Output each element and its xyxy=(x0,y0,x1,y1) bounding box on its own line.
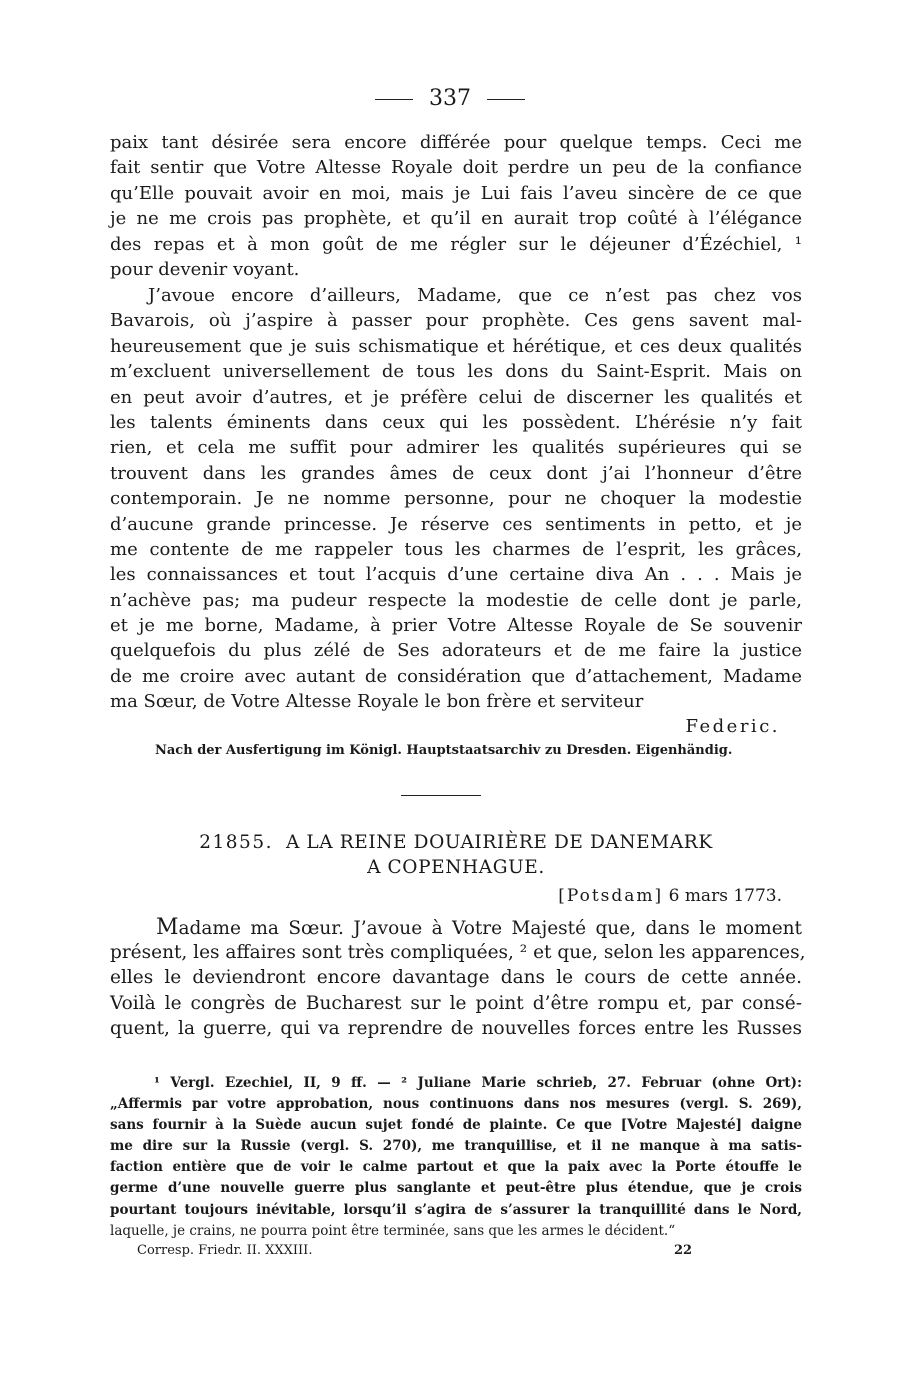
footer-corresp: Corresp. Friedr. II. XXXIII. xyxy=(137,1243,313,1258)
letter-title-line-2: A COPENHAGUE. xyxy=(367,857,545,878)
text-line: Bavarois, où j’aspire à passer pour prophète. Ces gens savent mal- xyxy=(110,310,802,332)
text-line: m’excluent universellement de tous les dons du Saint-Esprit. Mais on xyxy=(110,361,802,383)
footnote-line: „Affermis par votre approbation, nous continuons dans nos mesures (vergl. S. 269), xyxy=(110,1096,802,1113)
text-line: d’aucune grande princesse. Je réserve ces sentiments in petto, et je xyxy=(110,513,802,535)
text-line: rien, et cela me suffit pour admirer les qualités supérieures qui se xyxy=(110,437,802,459)
text-line: je ne me crois pas prophète, et qu’il en aurait trop coûté à l’élégance xyxy=(110,208,802,230)
letter-heading xyxy=(110,830,802,880)
text-line: les talents éminents dans ceux qui les possèdent. L’hérésie n’y fait xyxy=(110,411,802,433)
text-line: trouvent dans les grandes âmes de ceux dont j’ai l’honneur d’être xyxy=(110,462,802,484)
text-line: paix tant désirée sera encore différée pour quelque temps. Ceci me xyxy=(110,132,802,153)
letter-recipient: A LA REINE DOUAIRIÈRE DE DANEMARK xyxy=(285,832,713,853)
letter-date-place: [Potsdam] xyxy=(558,886,664,906)
signature: Federic. xyxy=(685,716,780,737)
header-rule-left xyxy=(375,99,413,100)
text-line: ma Sœur, de Votre Altesse Royale le bon frère et serviteur xyxy=(110,691,644,713)
text-line: heureusement que je suis schismatique et hérétique, et ces deux qualités xyxy=(110,335,802,357)
section-divider xyxy=(401,795,481,796)
letter-body-line: présent, les affaires sont très compliquées, ² et que, selon les apparences, xyxy=(110,942,806,964)
footnote-line: laquelle, je crains, ne pourra point être terminée, sans que les armes le décident.“ xyxy=(110,1222,676,1239)
letter-date xyxy=(110,886,782,906)
footnote-line: germe d’une nouvelle guerre plus sanglante et peut-être plus étendue, que je crois xyxy=(110,1180,802,1197)
text-line: fait sentir que Votre Altesse Royale doit perdre un peu de la confiance xyxy=(110,157,802,179)
letter-body xyxy=(110,915,806,1041)
text-line: des repas et à mon goût de me régler sur le déjeuner d’Ézéchiel, ¹ xyxy=(110,233,802,255)
text-line: quelquefois du plus zélé de Ses adorateurs et de me faire la justice xyxy=(110,640,802,662)
footnote-line: faction entière que de voir le calme partout et que la paix avec la Porte étouffe le xyxy=(110,1159,802,1176)
page-number: 337 xyxy=(429,86,471,111)
letter-continuation-paragraph-2 xyxy=(110,283,802,715)
footer-sheet-number: 22 xyxy=(674,1243,693,1258)
letter-body-line: Voilà le congrès de Bucharest sur le point d’être rompu et, par consé- xyxy=(110,992,802,1014)
text-line: et je me borne, Madame, à prier Votre Altesse Royale de Se souvenir xyxy=(110,615,802,637)
text-line: de me croire avec autant de considération que d’attachement, Madame xyxy=(110,665,802,687)
text-line: qu’Elle pouvait avoir en moi, mais je Lui fais l’aveu sincère de ce que xyxy=(110,182,802,204)
footnote-line: sans fournir à la Suède aucun sujet fondé de plainte. Ce que [Votre Majesté] daigne xyxy=(110,1117,802,1134)
footnote-line: me dire sur la Russie (vergl. S. 270), me tranquillise, et il ne manque à ma satis- xyxy=(110,1138,802,1155)
letter-number: 21855. xyxy=(199,832,273,853)
footnote-line: ¹ Vergl. Ezechiel, II, 9 ff. — ² Juliane Marie schrieb, 27. Februar (ohne Ort): xyxy=(154,1075,802,1091)
footnote-line: pourtant toujours inévitable, lorsqu’il s’agira de s’assurer la tranquillité dans le Nord, xyxy=(110,1201,802,1218)
letter-continuation-paragraph-1 xyxy=(110,130,802,282)
salutation-initial: M xyxy=(156,915,179,940)
text-line: les connaissances et tout l’acquis d’une certaine diva An . . . Mais je xyxy=(110,564,802,586)
salutation-text: adame ma Sœur. J’avoue à Votre Majesté que, dans le moment xyxy=(178,918,802,939)
letter-body-line: elles le deviendront encore davantage dans le cours de cette année. xyxy=(110,967,802,989)
text-line: J’avoue encore d’ailleurs, Madame, que ce n’est pas chez vos xyxy=(148,285,802,306)
letter-title-line-1 xyxy=(110,830,802,855)
footnotes xyxy=(110,1073,802,1242)
text-line: pour devenir voyant. xyxy=(110,258,300,280)
text-line: contemporain. Je ne nomme personne, pour ne choquer la modestie xyxy=(110,488,802,510)
text-line: me contente de me rappeler tous les charmes de l’esprit, les grâces, xyxy=(110,538,802,560)
letter-body-line xyxy=(110,915,802,940)
text-line: n’achève pas; ma pudeur respecte la modestie de celle dont je parle, xyxy=(110,589,802,611)
letter-body-line: quent, la guerre, qui va reprendre de nouvelles forces entre les Russes xyxy=(110,1017,802,1039)
page-header xyxy=(0,86,900,111)
source-note: Nach der Ausfertigung im Königl. Hauptstaatsarchiv zu Dresden. Eigenhändig. xyxy=(155,743,733,758)
header-rule-right xyxy=(487,99,525,100)
text-line: en peut avoir d’autres, et je préfère celui de discerner les qualités et xyxy=(110,386,802,408)
letter-date-value: 6 mars 1773. xyxy=(668,886,782,906)
